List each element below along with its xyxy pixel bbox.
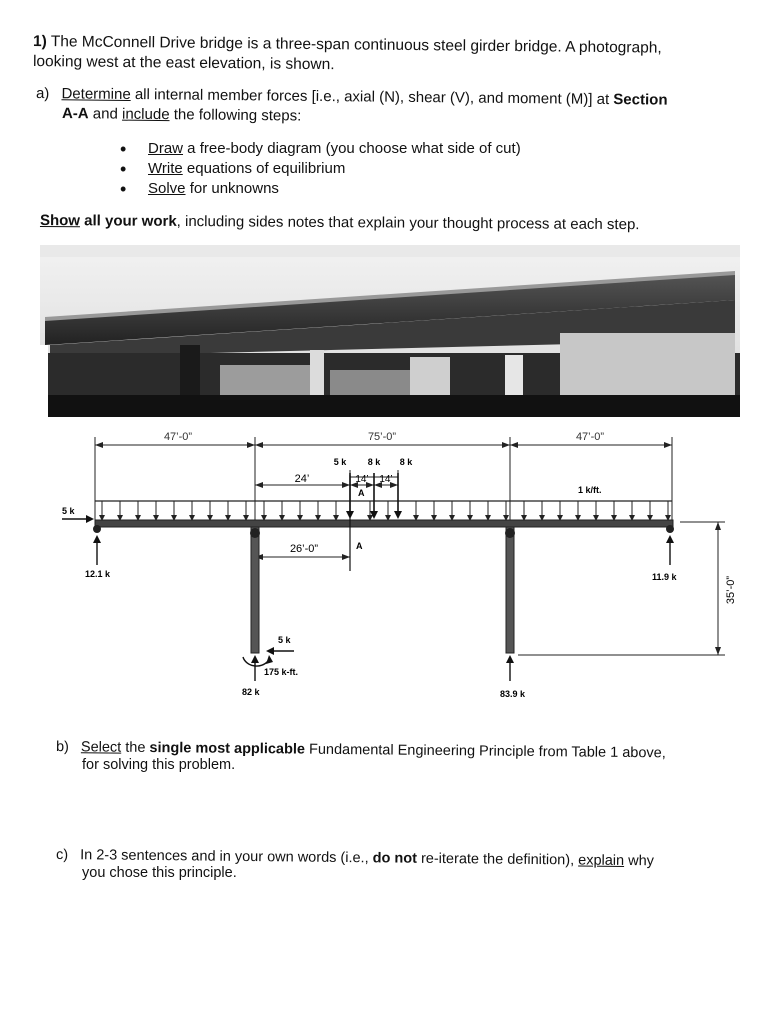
height-label: 35’-0”: [725, 575, 737, 605]
span-left-label: 47’-0”: [163, 431, 193, 443]
show-rest: , including sides notes that explain your thought process at each step.: [176, 212, 640, 234]
step-verb: Draw: [148, 140, 184, 157]
part-b-label: b): [55, 739, 69, 756]
part-b-select: Select: [80, 739, 122, 756]
dist-load-label: 1 k/ft.: [578, 485, 602, 495]
part-c-text3: why: [624, 852, 655, 870]
part-b-line2: [82, 756, 235, 774]
part-a-determine: Determine: [61, 85, 131, 103]
dim-14a-label: 14’: [355, 474, 369, 485]
part-a-section-bold2: A-A: [61, 105, 89, 123]
base-moment-label: 175 k-ft.: [264, 667, 299, 677]
problem-intro-text1: The McConnell Drive bridge is a three-span continuous steel girder bridge. A photograph,: [50, 33, 662, 57]
load-p2-label: 8 k: [367, 457, 381, 467]
step-verb: Solve: [148, 180, 186, 197]
step-rest: for unknowns: [185, 180, 279, 197]
part-c-text2: re-iterate the definition),: [416, 850, 579, 869]
step-rest: equations of equilibrium: [182, 160, 346, 177]
show-word: Show: [39, 212, 81, 230]
part-b-text1: the: [121, 739, 150, 756]
horiz-load-label: 5 k: [62, 506, 75, 516]
left-pier: [251, 527, 259, 653]
show-bold-rest: all your work: [79, 212, 177, 230]
part-c-label: c): [55, 847, 69, 864]
part-c-line2: [82, 864, 237, 882]
step-rest: a free-body diagram (you choose what side of cut): [183, 140, 521, 157]
step-item: [118, 179, 521, 199]
dim-14b-label: 14’: [379, 474, 393, 485]
part-a-include: include: [121, 105, 170, 124]
dim-26-label: 26’-0”: [289, 543, 319, 555]
react-left-label: 12.1 k: [85, 569, 111, 579]
bridge-girder: [95, 520, 673, 527]
section-top-label: A: [358, 488, 365, 498]
span-mid-label: 75’-0”: [367, 431, 397, 443]
part-a-section-bold: Section: [613, 91, 668, 109]
part-a-text1: all internal member forces [i.e., axial (N), shear (V), and moment (M)] at: [130, 85, 614, 109]
frame-diagram: [40, 425, 740, 700]
bridge-photograph: [40, 245, 740, 417]
part-b-bold: single most applicable: [149, 739, 306, 758]
part-a-text3: the following steps:: [169, 106, 302, 125]
base-left-vert-label: 82 k: [242, 687, 260, 697]
part-a-text2: and: [88, 105, 123, 123]
part-c-bold: do not: [372, 850, 418, 867]
span-right-label: 47’-0”: [575, 431, 605, 443]
problem-intro-text2: looking west at the east elevation, is shown.: [32, 53, 335, 74]
base-right-vert-label: 83.9 k: [500, 689, 526, 699]
right-pier: [506, 527, 514, 653]
step-verb: Write: [148, 160, 183, 177]
load-p3-label: 8 k: [399, 457, 413, 467]
part-a-label: a): [35, 85, 50, 103]
part-c-explain: explain: [578, 852, 625, 869]
base-horiz-label: 5 k: [278, 635, 291, 645]
dim-24-label: 24’: [294, 473, 310, 485]
distributed-load-arrows: [102, 501, 668, 519]
part-b-line2-text: for solving this problem.: [82, 757, 236, 773]
part-b-text2: Fundamental Engineering Principle from Table 1 above,: [304, 741, 666, 762]
step-item: [118, 159, 521, 179]
problem-intro-line2: [33, 53, 335, 74]
part-a-line2: [62, 105, 302, 126]
show-work-line: [40, 212, 640, 234]
react-right-label: 11.9 k: [652, 572, 677, 582]
problem-number: 1): [32, 33, 47, 51]
part-c-line2-text: you chose this principle.: [82, 865, 237, 881]
section-bottom-label: A: [356, 541, 363, 551]
step-item: [118, 139, 521, 159]
load-p1-label: 5 k: [333, 457, 347, 467]
part-c-text1: In 2-3 sentences and in your own words (i.e.,: [80, 847, 373, 867]
steps-list: [118, 139, 521, 199]
